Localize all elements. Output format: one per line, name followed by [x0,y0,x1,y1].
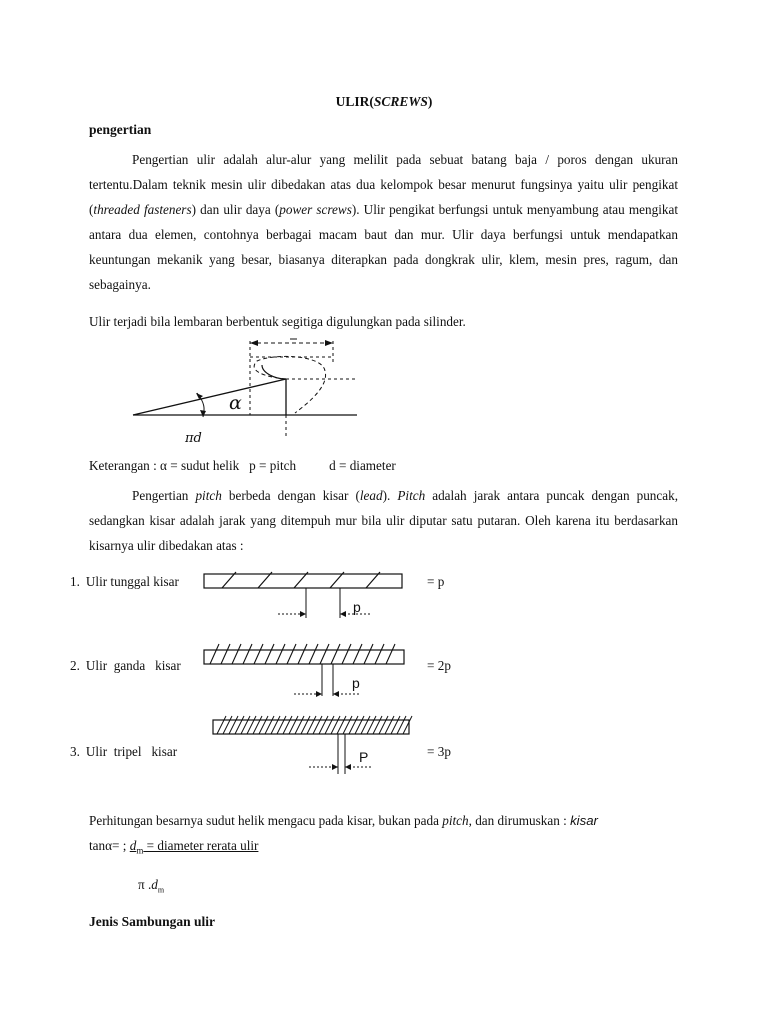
item-equation: = p [427,574,445,589]
formula-dm-letter: d [129,838,137,853]
thread-line [287,644,296,664]
title-main: ULIR [335,94,370,109]
para3-text-c: ). [382,488,398,503]
section-heading-jenis-sambungan: Jenis Sambungan ulir [89,914,216,929]
pitch-label: p [353,599,361,615]
pitch-label: p [352,675,360,691]
list-item [70,658,181,674]
formula-dot: . [144,877,152,892]
para3-text-d: adalah jarak antara puncak dengan puncak, sedangkan kisar adalah jarak yang ditempuh mur bila ulir diputar satu putaran. Oleh karena itu berdasarkan kisarnya ulir dibedakan atas : [89,488,678,553]
para3-text-a: Pengertian [132,488,196,503]
pitch-label: P [359,749,369,765]
formula-denominator [138,877,164,895]
paragraph-helix-angle [89,813,598,829]
formula-rest: = diameter rerata ulir [143,838,259,853]
para1-text-c: ). Ulir pengikat berfungsi untuk menyambung atau mengikat antara dua elemen, contohnya berbagai macam baut dan mur. Ulir daya berfungsi untuk mendapatkan keuntungan mekanik yang besar, biasanya diterapkan pada dongkrak ulir, klem, mesin pres, ragum, dan sebagainya. [89,202,678,292]
thread-line [221,644,230,664]
formula-pi: π [138,877,145,892]
thread-line [276,644,285,664]
item-number: 2. [70,658,80,673]
formula-separator: ; [119,838,130,853]
title-italic: SCREWS [373,94,428,109]
para3-italic-pitch2: Pitch [397,488,426,503]
para4-italic-pitch: pitch [442,813,469,828]
thread-line [320,644,329,664]
formula-d: d [151,877,158,892]
paragraph-definition [89,147,678,297]
thread-line [210,644,219,664]
item-equation: = 2p [427,658,451,673]
para1-text-a: Pengertian ulir adalah alur-alur yang melilit pada sebuat batang baja / poros dengan ukuran tertentu.Dalam teknik mesin ulir dibedakan atas dua kelompok besar menurut fungsinya yaitu ulir pengikat ( [89,152,678,217]
alpha-label: α [229,392,242,414]
legend-keterangan: Keterangan : α = sudut helik p = pitch d = diameter [89,458,396,473]
list-item [70,744,177,760]
thread-line [386,644,395,664]
item-label: Ulir tripel kisar [85,744,178,759]
item-number: 3. [70,744,80,759]
formula-tan: tanα= [89,838,120,853]
formula-d-sub: m [157,885,165,895]
thread-line [375,644,384,664]
title-paren-open: ( [369,94,374,109]
helix-development-figure [125,333,365,443]
para1-text-b: ) dan ulir daya ( [191,202,280,217]
para3-text-b: berbeda dengan kisar ( [221,488,360,503]
thread-line [342,644,351,664]
thread-line [364,644,373,664]
item-label: Ulir ganda kisar [85,658,181,673]
thread-line [309,644,318,664]
para3-italic-pitch: pitch [195,488,222,503]
para4-text-a: Perhitungan besarnya sudut helik mengacu pada kisar, bukan pada [89,813,443,828]
item-label: Ulir tunggal kisar [85,574,179,589]
thread-line [265,644,274,664]
formula-dm-sub: m [136,845,144,856]
para1-italic-threaded: threaded fasteners [93,202,192,217]
double-thread-diagram [200,636,415,702]
para3-italic-lead: lead [359,488,383,503]
thread-line [232,644,241,664]
single-thread-diagram [200,566,410,624]
thread-line [353,644,362,664]
thread-line [331,644,340,664]
list-item [70,574,179,590]
item-equation: = 3p [427,744,451,759]
page-title [0,94,768,110]
pi-d-label: πd [185,431,202,443]
paragraph-pitch-lead [89,483,678,558]
para4-italic-kisar: kisar [570,813,598,828]
section-heading-pengertian: pengertian [89,122,152,137]
para1-italic-power: power screws [279,202,352,217]
para4-text-b: , dan dirumuskan : [468,813,571,828]
paragraph-triangle: Ulir terjadi bila lembaran berbentuk segitiga digulungkan pada silinder. [89,314,466,329]
formula-line [89,838,258,856]
thread-line [298,644,307,664]
item-number: 1. [70,574,80,589]
thread-line [254,644,263,664]
title-paren-close: ) [427,94,433,109]
triple-thread-diagram [205,710,420,776]
thread-line [243,644,252,664]
formula-dm [129,838,259,856]
